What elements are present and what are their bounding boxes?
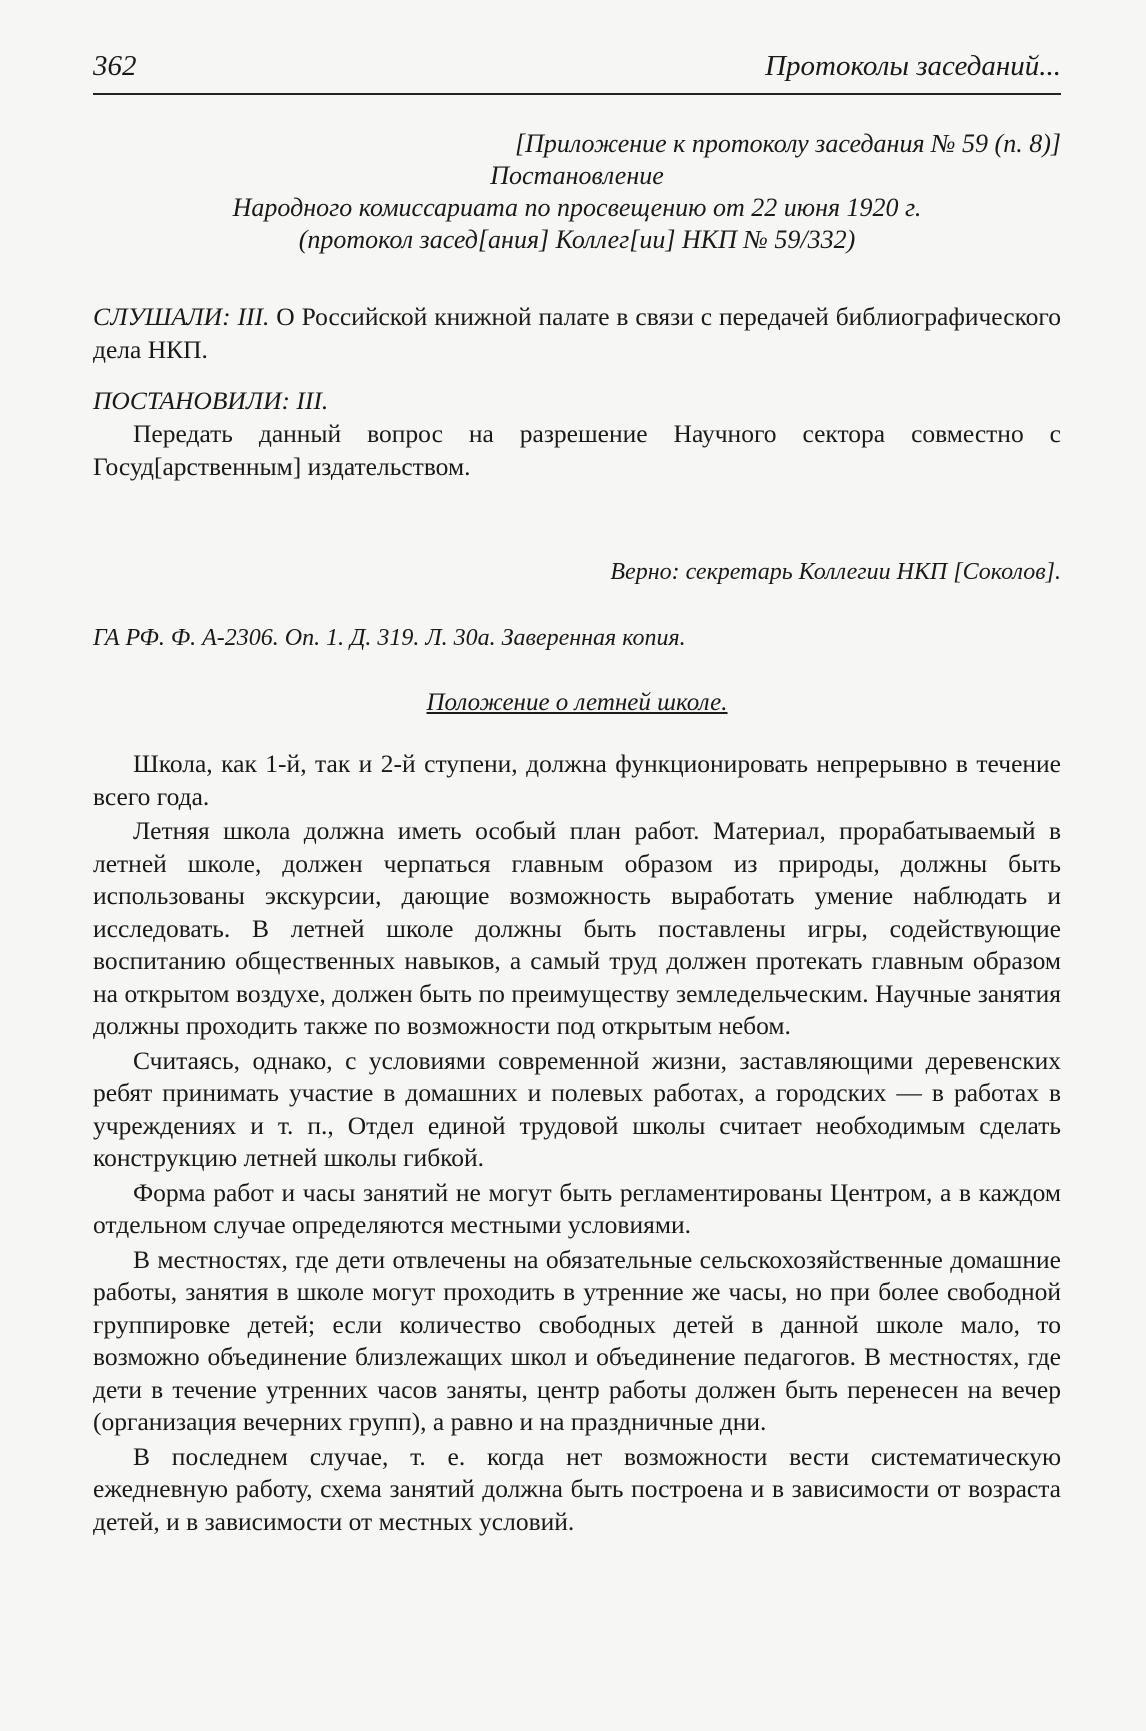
paragraph: В местностях, где дети отвлечены на обязательные сельскохозяйственные домашние работы, занятия в школе могут проходить в утренние же часы, но при более свободной группировке детей; если количество свободных детей в данной школе мало, то возможно объединение близлежащих школ и объединение педагогов. В местностях, где дети в течение утренних часов заняты, центр работы должен быть перенесен на вечер (организация вечерних групп), а равно и на праздничные дни. — [93, 1244, 1061, 1436]
appendix-note: [Приложение к протоколу заседания № 59 (п. 8)] — [514, 129, 1061, 158]
heard-label: СЛУШАЛИ: III. — [93, 302, 270, 331]
heard-text: О Российской книжной палате в связи с передачей библиографического дела НКП. — [93, 302, 1061, 364]
heard-section — [93, 300, 1061, 366]
page-header — [93, 50, 1061, 90]
archive-reference: ГА РФ. Ф. А-2306. Оп. 1. Д. 319. Л. 30а. Заверенная копия. — [93, 625, 686, 651]
paragraph: Форма работ и часы занятий не могут быть регламентированы Центром, а в каждом отдельном случае определяются местными условиями. — [93, 1177, 1061, 1239]
resolved-text: Передать данный вопрос на разрешение Научного сектора совместно с Госуд[арственным] издательством. — [93, 419, 1061, 481]
signature-line: Верно: секретарь Коллегии НКП [Соколов]. — [610, 559, 1061, 585]
paragraph: Школа, как 1-й, так и 2-й ступени, должна функционировать непрерывно в течение всего года. — [93, 749, 1061, 811]
doc-type: Постановление — [490, 161, 664, 190]
body-text — [93, 748, 1061, 1540]
running-title: Протоколы заседаний... — [765, 50, 1061, 82]
appendix-heading — [93, 128, 1061, 256]
doc-issuer: Народного комиссариата по просвещению от 22 июня 1920 г. — [232, 193, 922, 222]
page-number: 362 — [93, 50, 137, 82]
paragraph: Считаясь, однако, с условиями современной жизни, заставляющими деревенских ребят принимать участие в домашних и полевых работах, а городских — в работах в учреждениях и т. п., Отдел единой трудовой школы считает необходимым сделать конструкцию летней школы гибкой. — [93, 1045, 1061, 1172]
paragraph: В последнем случае, т. е. когда нет возможности вести систематическую ежедневную работу, схема занятий должна быть построена и в зависимости от возраста детей, и в зависимости от местных условий. — [93, 1441, 1061, 1536]
resolved-section — [93, 384, 1061, 483]
doc-protocol: (протокол засед[ания] Коллег[ии] НКП № 59/332) — [298, 225, 856, 254]
header-rule — [93, 93, 1061, 95]
resolved-label: ПОСТАНОВИЛИ: III. — [93, 386, 329, 415]
paragraph: Летняя школа должна иметь особый план работ. Материал, прорабатываемый в летней школе, должен черпаться главным образом из природы, должны быть использованы экскурсии, дающие возможность выработать умение наблюдать и исследовать. В летней школе должны быть поставлены игры, содействующие воспитанию общественных навыков, а самый труд должен протекать главным образом на открытом воздухе, должен быть по преимуществу земледельческим. Научные занятия должны проходить также по возможности под открытым небом. — [93, 816, 1061, 1040]
section-title: Положение о летней школе. — [426, 689, 728, 716]
